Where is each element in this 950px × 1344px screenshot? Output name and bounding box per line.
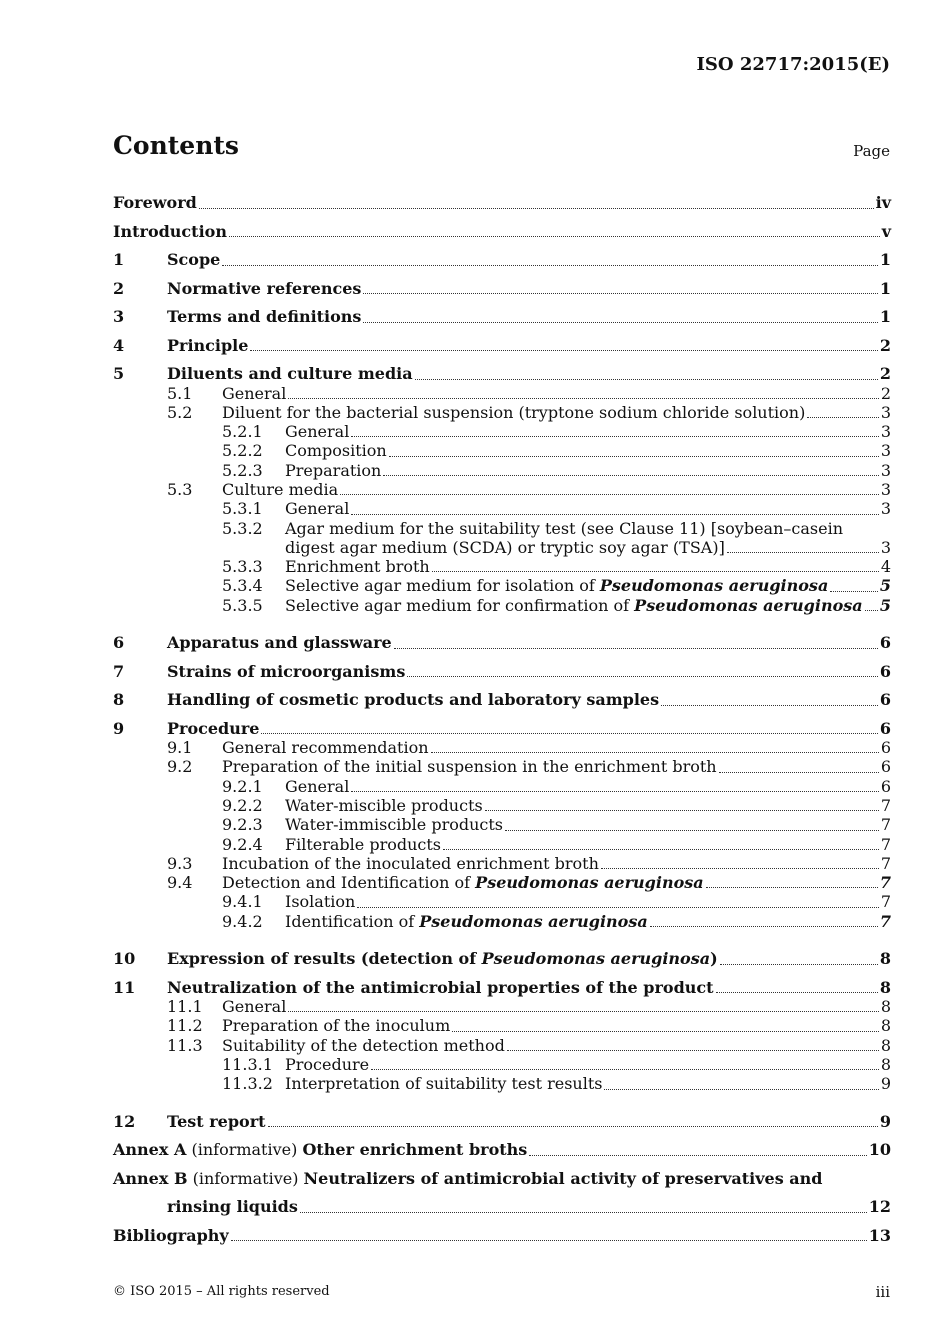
- toc-page-number: 7: [880, 853, 891, 873]
- toc-page-number: 7: [880, 834, 891, 854]
- dot-leader: [727, 551, 879, 553]
- dot-leader: [363, 321, 877, 323]
- toc-entry[interactable]: [113, 969, 891, 998]
- toc-entry-text: Strains of microorganisms: [167, 661, 406, 681]
- annex-title: Neutralizers of antimicrobial activity of preservatives and: [303, 1168, 823, 1188]
- dot-leader: [351, 435, 878, 437]
- dot-leader: [394, 647, 878, 649]
- toc-page-number: 3: [880, 537, 891, 557]
- toc-entry[interactable]: [113, 538, 891, 557]
- toc-entry[interactable]: [113, 997, 891, 1016]
- toc-entry-number: 9.2: [167, 757, 193, 777]
- toc-entry[interactable]: [113, 624, 891, 653]
- toc-entry[interactable]: [113, 327, 891, 356]
- toc-page-number: 7: [880, 892, 891, 912]
- toc-entry-title: [222, 1016, 450, 1035]
- toc-entry-text: Identification of: [285, 911, 420, 931]
- dot-leader: [661, 704, 878, 706]
- toc-entry-text: Neutralization of the antimicrobial properties of the product: [167, 977, 714, 997]
- toc-entry-title: [167, 1197, 298, 1216]
- toc-page-number: 1: [879, 278, 891, 298]
- toc-entry-title: [285, 1055, 369, 1074]
- toc-page-number: 5: [879, 595, 891, 615]
- toc-entry-text: Expression of results (detection of: [167, 949, 482, 969]
- toc-entry-text: Enrichment broth: [285, 557, 430, 577]
- toc-entry[interactable]: [113, 461, 891, 480]
- toc-entry-text: Diluents and culture media: [167, 364, 413, 384]
- toc-entry-text: Introduction: [113, 221, 227, 241]
- toc-entry-title: [167, 633, 392, 652]
- toc-entry-number: 5.3.3: [222, 557, 263, 577]
- toc-entry-title: [167, 307, 361, 326]
- toc-entry[interactable]: [113, 1217, 891, 1246]
- toc-entry-title: [222, 738, 429, 757]
- toc-entry-number: 9.3: [167, 853, 193, 873]
- toc-entry-title: [285, 519, 843, 538]
- toc-entry-number: 9.4.1: [222, 892, 263, 912]
- toc-entry-number: 8: [113, 690, 125, 710]
- annex-label: Annex A: [113, 1140, 187, 1160]
- toc-entry-title: [285, 538, 725, 557]
- toc-entry-number: 11: [113, 977, 136, 997]
- toc-page-number: 10: [868, 1140, 891, 1160]
- toc-entry-text: Bibliography: [113, 1225, 229, 1245]
- toc-entry-text: Composition: [285, 441, 387, 461]
- dot-leader: [407, 675, 878, 677]
- toc-page-number: 8: [879, 949, 891, 969]
- toc-entry-text: General recommendation: [222, 738, 429, 758]
- dot-leader: [371, 1068, 879, 1070]
- dot-leader: [351, 790, 878, 792]
- page-title: Contents: [113, 131, 240, 160]
- toc-entry[interactable]: [113, 940, 891, 969]
- dot-leader: [507, 1049, 879, 1051]
- toc-entry[interactable]: [113, 403, 891, 422]
- toc-entry-number: 5.2.1: [222, 422, 263, 442]
- toc-entry[interactable]: [113, 777, 891, 796]
- toc-entry-title: [222, 757, 717, 776]
- toc-page-number: 3: [880, 460, 891, 480]
- annex-type: (informative): [187, 1168, 304, 1188]
- dot-leader: [716, 991, 878, 993]
- toc-entry-number: 5.3: [167, 479, 193, 499]
- toc-entry[interactable]: [113, 892, 891, 911]
- toc-entry-title: [285, 912, 648, 931]
- annex-type: (informative): [186, 1140, 303, 1160]
- toc-entry-title: [167, 978, 714, 997]
- dot-leader: [432, 570, 879, 572]
- dot-leader: [357, 906, 879, 908]
- toc-entry-title: [167, 250, 220, 269]
- toc-page-number: 9: [880, 1074, 891, 1094]
- dot-leader: [505, 829, 879, 831]
- toc-entry[interactable]: [113, 873, 891, 892]
- toc-entry-number: 5.2: [167, 402, 193, 422]
- dot-leader: [288, 397, 878, 399]
- toc-page-number: iv: [875, 193, 891, 213]
- toc-entry-text: Terms and definitions: [167, 307, 362, 327]
- toc-page-number: 8: [880, 997, 891, 1017]
- dot-leader: [650, 925, 878, 927]
- toc-entry[interactable]: [113, 1188, 891, 1217]
- toc-entry[interactable]: [113, 270, 891, 299]
- species-name: Pseudomonas aeruginosa: [419, 911, 648, 931]
- dot-leader: [261, 732, 877, 734]
- toc-entry[interactable]: [113, 912, 891, 931]
- toc-entry-title: [285, 1074, 602, 1093]
- toc-entry-title: [167, 364, 413, 383]
- toc-entry-text: Procedure: [285, 1054, 370, 1074]
- toc-entry[interactable]: [113, 854, 891, 873]
- toc-entry[interactable]: [113, 815, 891, 834]
- toc-entry-title: [285, 461, 381, 480]
- toc-entry-text: Agar medium for the suitability test (see Clause 11) [soybean–casein: [285, 518, 843, 538]
- toc-entry[interactable]: [113, 213, 891, 242]
- toc-entry-title: [167, 949, 718, 968]
- toc-entry[interactable]: [113, 1103, 891, 1132]
- toc-entry[interactable]: [113, 557, 891, 576]
- toc-page-number: 2: [879, 335, 891, 355]
- toc-entry-title: [222, 997, 286, 1016]
- dot-leader: [340, 493, 879, 495]
- toc-entry-text: Preparation of the inoculum: [222, 1016, 451, 1036]
- toc-page-number: 8: [880, 1054, 891, 1074]
- dot-leader: [351, 513, 878, 515]
- toc-entry-number: 9: [113, 718, 125, 738]
- toc-entry-title: [285, 835, 441, 854]
- toc-entry-number: 2: [113, 278, 125, 298]
- document-code: ISO 22717:2015(E): [696, 54, 890, 75]
- toc-entry[interactable]: [113, 738, 891, 757]
- toc-entry-number: 11.3: [167, 1035, 203, 1055]
- dot-leader: [250, 349, 877, 351]
- toc-entry-number: 9.4: [167, 873, 193, 893]
- toc-entry-title: [113, 1140, 527, 1159]
- toc-page-number: 2: [879, 364, 891, 384]
- toc-entry-text: Culture media: [222, 479, 339, 499]
- toc-entry-number: 5.3.1: [222, 499, 263, 519]
- dot-leader: [222, 264, 878, 266]
- footer-page-number: iii: [875, 1283, 890, 1301]
- dot-leader: [601, 867, 879, 869]
- toc-entry-title: [285, 796, 483, 815]
- dot-leader: [383, 474, 878, 476]
- annex-title: Other enrichment broths: [302, 1140, 528, 1160]
- dot-leader: [288, 1010, 878, 1012]
- toc-entry[interactable]: [113, 384, 891, 403]
- toc-entry[interactable]: [113, 1036, 891, 1055]
- dot-leader: [865, 609, 878, 611]
- toc-entry-number: 5.3.5: [222, 595, 263, 615]
- toc-page-number: 1: [879, 307, 891, 327]
- dot-leader: [199, 207, 874, 209]
- toc-entry[interactable]: [113, 796, 891, 815]
- species-name: Pseudomonas aeruginosa: [599, 576, 829, 596]
- toc-entry-number: 9.2.2: [222, 795, 263, 815]
- toc-entry-title: [113, 1169, 822, 1188]
- toc-entry-title: [285, 422, 349, 441]
- toc-entry-number: 5.3.4: [222, 576, 263, 596]
- toc-page-number: 3: [880, 441, 891, 461]
- toc-entry-title: [113, 193, 197, 212]
- toc-page-number: 6: [879, 633, 891, 653]
- toc-entry-number: 12: [113, 1111, 136, 1131]
- dot-leader: [229, 235, 880, 237]
- toc-page-number: 3: [880, 422, 891, 442]
- toc-entry[interactable]: [113, 184, 891, 213]
- toc-page-number: 6: [879, 690, 891, 710]
- toc-entry-title: [167, 279, 361, 298]
- toc-entry-title: [167, 690, 659, 709]
- dot-leader: [389, 455, 879, 457]
- toc-entry-text: Detection and Identification of: [222, 873, 476, 893]
- toc-entry-text: Preparation of the initial suspension in the enrichment broth: [222, 757, 717, 777]
- toc-entry-text: Selective agar medium for confirmation of: [285, 595, 635, 615]
- toc-entry-number: 5: [113, 364, 125, 384]
- toc-entry-number: 5.2.3: [222, 460, 263, 480]
- dot-leader: [363, 292, 877, 294]
- toc-page-number: 7: [879, 911, 891, 931]
- toc-entry-text: Test report: [167, 1111, 266, 1131]
- dot-leader: [443, 848, 879, 850]
- toc-entry-text: Apparatus and glassware: [167, 633, 392, 653]
- toc-entry-number: 9.2.1: [222, 776, 263, 796]
- toc-entry[interactable]: [113, 835, 891, 854]
- toc-entry[interactable]: [113, 757, 891, 776]
- toc-entry-number: 9.4.2: [222, 911, 263, 931]
- toc-entry[interactable]: [113, 1131, 891, 1160]
- toc-page-number: 6: [880, 776, 891, 796]
- toc-page-number: 8: [880, 1016, 891, 1036]
- toc-entry[interactable]: [113, 441, 891, 460]
- toc-entry-text: Interpretation of suitability test results: [285, 1074, 603, 1094]
- toc-entry-text: digest agar medium (SCDA) or tryptic soy agar (TSA)]: [285, 537, 725, 557]
- toc-entry-number: 5.3.2: [222, 518, 263, 538]
- toc-entry-title: [285, 892, 355, 911]
- dot-leader: [830, 590, 878, 592]
- toc-entry-text: General: [285, 776, 350, 796]
- toc-entry-text: rinsing liquids: [167, 1197, 298, 1217]
- toc-entry-number: 3: [113, 307, 125, 327]
- toc-entry-text: Selective agar medium for isolation of: [285, 576, 600, 596]
- dot-leader: [268, 1125, 878, 1127]
- toc-entry-title: [285, 815, 503, 834]
- toc-entry-title: [285, 777, 349, 796]
- toc-page-number: 3: [880, 479, 891, 499]
- toc-page-number: v: [881, 221, 891, 241]
- toc-entry-number: 9.1: [167, 738, 193, 758]
- toc-page-number: 12: [868, 1197, 891, 1217]
- toc-page-number: 8: [880, 1035, 891, 1055]
- species-name: Pseudomonas aeruginosa: [634, 595, 863, 615]
- toc-entry-text: Suitability of the detection method: [222, 1035, 505, 1055]
- toc-entry-text: General: [222, 383, 287, 403]
- toc-entry-title: [285, 441, 387, 460]
- dot-leader: [529, 1154, 866, 1156]
- annex-label: Annex B: [113, 1168, 188, 1188]
- toc-entry-text: Water-miscible products: [285, 795, 483, 815]
- toc-entry-text: Water-immiscible products: [285, 815, 503, 835]
- toc-entry-number: 11.3.1: [222, 1054, 273, 1074]
- toc-page-number: 3: [880, 499, 891, 519]
- toc-entry-title: [113, 222, 227, 241]
- toc-entry-title: [167, 719, 259, 738]
- toc-entry-title: [285, 576, 828, 595]
- toc-entry-text: Filterable products: [285, 834, 442, 854]
- toc-entry[interactable]: [113, 1074, 891, 1093]
- toc-entry-number: 5.2.2: [222, 441, 263, 461]
- toc-entry-title: [285, 499, 349, 518]
- toc-entry-number: 5.1: [167, 383, 193, 403]
- toc-entry[interactable]: [113, 710, 891, 739]
- toc-entry-title: [285, 596, 863, 615]
- dot-leader: [706, 886, 878, 888]
- toc-page-number: 9: [879, 1111, 891, 1131]
- dot-leader: [719, 771, 879, 773]
- dot-leader: [431, 751, 879, 753]
- toc-page-number: 6: [880, 738, 891, 758]
- toc-entry-text: Foreword: [113, 193, 197, 213]
- dot-leader: [807, 416, 878, 418]
- toc-entry-text: Diluent for the bacterial suspension (tryptone sodium chloride solution): [222, 402, 806, 422]
- toc-entry-title: [113, 1226, 229, 1245]
- toc-page-number: 8: [879, 977, 891, 997]
- toc-entry[interactable]: [113, 1160, 891, 1189]
- toc-entry-title: [285, 557, 430, 576]
- page-column-label: Page: [853, 142, 890, 160]
- toc-entry-title: [222, 873, 704, 892]
- toc-page-number: 6: [879, 661, 891, 681]
- toc-entry[interactable]: [113, 681, 891, 710]
- toc-page-number: 1: [879, 250, 891, 270]
- toc-page-number: 4: [880, 557, 891, 577]
- toc-page-number: 7: [880, 795, 891, 815]
- toc-entry-title: [167, 662, 405, 681]
- toc-entry-title: [222, 1036, 505, 1055]
- toc-page-number: 6: [879, 718, 891, 738]
- toc-page-number: 13: [868, 1225, 891, 1245]
- toc-entry[interactable]: [113, 241, 891, 270]
- toc-entry[interactable]: [113, 499, 891, 518]
- toc-entry-text: General: [222, 997, 287, 1017]
- toc-page-number: 3: [880, 402, 891, 422]
- toc-entry-text: General: [285, 499, 350, 519]
- toc-entry-text: Principle: [167, 335, 249, 355]
- toc-entry[interactable]: [113, 576, 891, 595]
- toc-entry-text: General: [285, 422, 350, 442]
- toc-entry[interactable]: [113, 596, 891, 615]
- toc-entry-title: [222, 384, 286, 403]
- toc-entry[interactable]: [113, 355, 891, 384]
- toc-entry-title: [222, 854, 599, 873]
- toc-entry[interactable]: [113, 1016, 891, 1035]
- toc-page-number: 2: [880, 383, 891, 403]
- toc-entry-number: 10: [113, 949, 136, 969]
- toc-entry-title: [167, 336, 248, 355]
- footer-copyright: © ISO 2015 – All rights reserved: [113, 1284, 330, 1299]
- species-name: Pseudomonas aeruginosa: [475, 873, 704, 893]
- toc-entry[interactable]: [113, 298, 891, 327]
- dot-leader: [485, 809, 879, 811]
- toc-entry-number: 11.3.2: [222, 1074, 273, 1094]
- toc-entry-number: 9.2.4: [222, 834, 263, 854]
- toc-entry-title: [167, 1112, 266, 1131]
- toc-page-number: 7: [879, 873, 891, 893]
- toc-entry-title: [222, 480, 338, 499]
- toc-entry[interactable]: [113, 422, 891, 441]
- toc-entry-number: 1: [113, 250, 125, 270]
- toc-entry-title: [222, 403, 805, 422]
- toc-entry-number: 11.1: [167, 997, 203, 1017]
- dot-leader: [415, 378, 878, 380]
- toc-entry-number: 4: [113, 335, 125, 355]
- toc-entry-text: Incubation of the inoculated enrichment broth: [222, 853, 599, 873]
- toc-page-number: 6: [880, 757, 891, 777]
- dot-leader: [720, 963, 878, 965]
- toc-entry-text: Isolation: [285, 892, 356, 912]
- dot-leader: [231, 1239, 867, 1241]
- toc-entry-text: Normative references: [167, 278, 362, 298]
- toc-entry-text: Scope: [167, 250, 221, 270]
- toc-entry-text: Procedure: [167, 718, 260, 738]
- dot-leader: [604, 1088, 878, 1090]
- toc-entry[interactable]: [113, 519, 891, 538]
- toc-entry[interactable]: [113, 480, 891, 499]
- toc-entry-number: 9.2.3: [222, 815, 263, 835]
- dot-leader: [452, 1030, 879, 1032]
- toc-entry-number: 7: [113, 661, 125, 681]
- toc-entry-text: Preparation: [285, 460, 382, 480]
- toc-entry[interactable]: [113, 1055, 891, 1074]
- toc-entry-number: 11.2: [167, 1016, 203, 1036]
- toc-page-number: 5: [879, 576, 891, 596]
- toc-entry[interactable]: [113, 653, 891, 682]
- species-name: Pseudomonas aeruginosa: [481, 949, 711, 969]
- toc-entry-suffix: ): [710, 949, 718, 969]
- toc-entry-number: 6: [113, 633, 125, 653]
- dot-leader: [300, 1211, 867, 1213]
- toc-page-number: 7: [880, 815, 891, 835]
- toc-entry-text: Handling of cosmetic products and laboratory samples: [167, 690, 660, 710]
- table-of-contents: [113, 184, 891, 1245]
